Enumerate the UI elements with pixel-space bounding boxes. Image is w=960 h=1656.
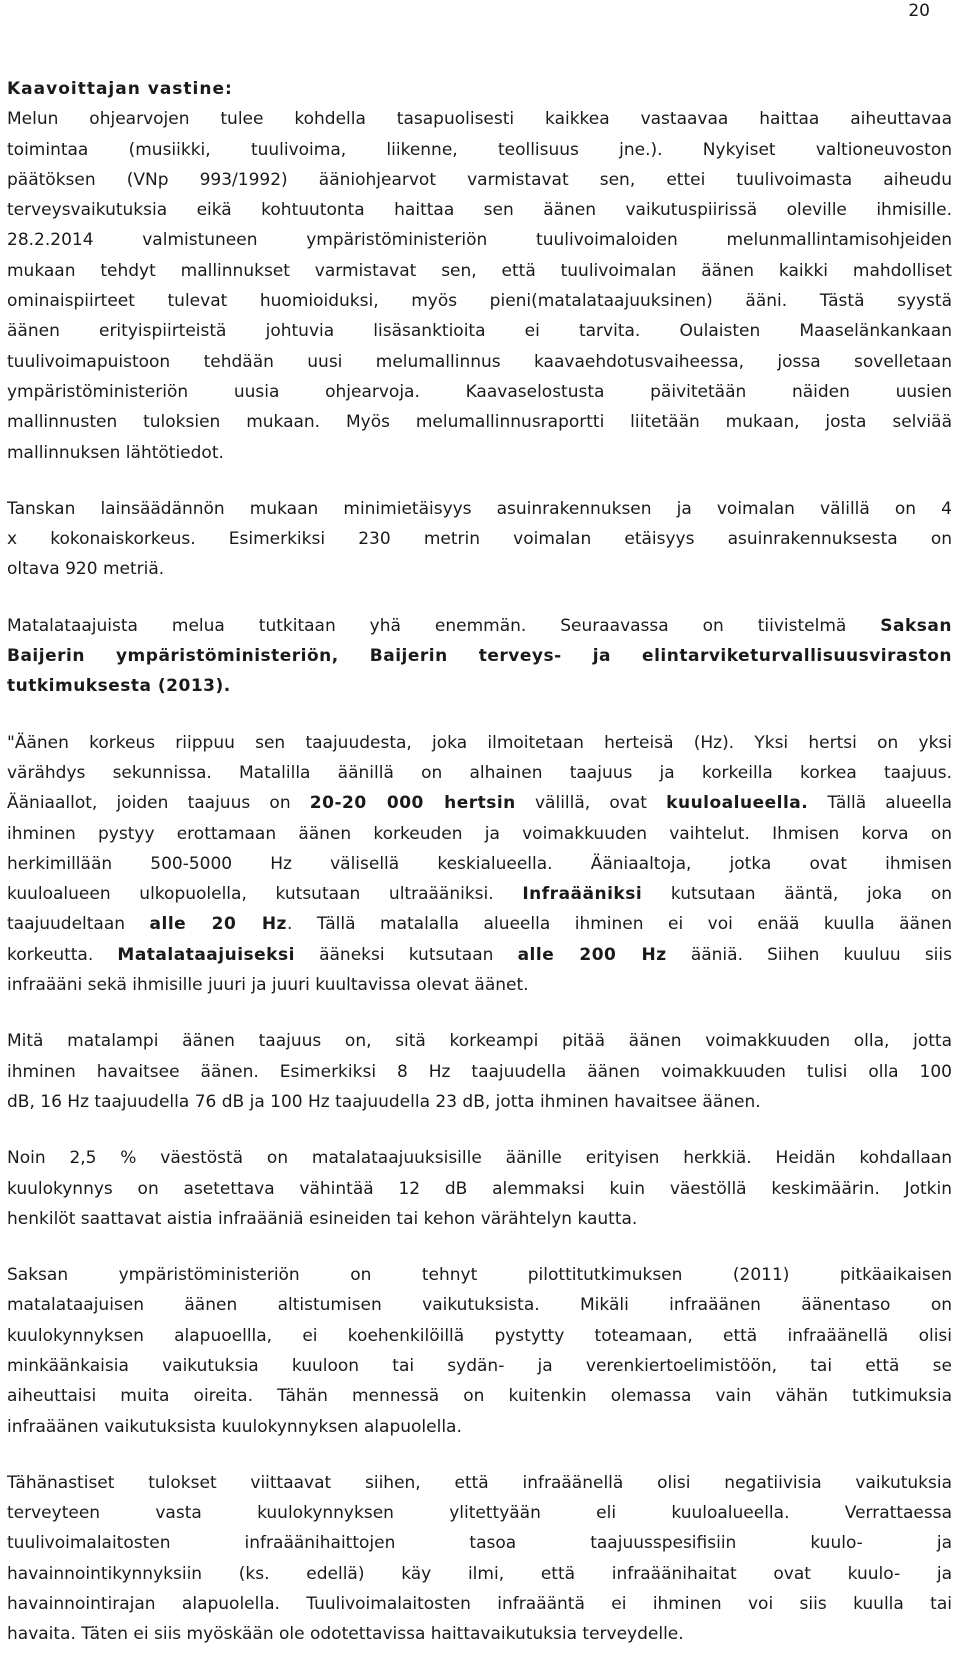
text-line: [7, 788, 952, 818]
paragraph-7: [7, 1260, 952, 1442]
bold-text: tutkimuksesta (2013).: [7, 676, 231, 697]
text-run: välillä, ovat: [515, 793, 667, 814]
text-line: "Äänen korkeus riippuu sen taajuudesta, joka ilmoitetaan herteisä (Hz). Yksi hertsi on yksi: [7, 732, 952, 753]
text-run: taajuudeltaan: [7, 914, 150, 935]
text-line: mallinnusten tuloksien mukaan. Myös melumallinnusraportti liitetään mukaan, josta selviää: [7, 412, 952, 433]
text-line: ihminen havaitsee äänen. Esimerkiksi 8 Hz taajuudella äänen voimakkuuden tulisi olla 100: [7, 1061, 952, 1082]
text-line: herkimillään 500-5000 Hz välisellä keskialueella. Ääniaaltoja, jotka ovat ihmisen: [7, 853, 952, 874]
text-line: äänen erityispiirteistä johtuvia lisäsanktioita ei tarvita. Oulaisten Maaselänkankaan: [7, 321, 952, 342]
text-line: aiheuttaisi muita oireita. Tähän mennessä on kuitenkin olemassa vain vähän tutkimuksia: [7, 1386, 952, 1407]
text-run: kutsutaan ääntä, joka on: [642, 884, 952, 905]
bold-text: 20-20 000 hertsin: [309, 793, 516, 814]
bold-text: Infraääniksi: [522, 884, 643, 905]
text-line: oltava 920 metriä.: [7, 559, 165, 580]
text-line: [7, 879, 952, 909]
text-line: minkäänkaisia vaikutuksia kuuloon tai sydän- ja verenkiertoelimistöön, tai että se: [7, 1355, 952, 1376]
text-line: kuulokynnyksen alapuoellla, ei koehenkilöillä pystytty toteamaan, että infraäänellä olisi: [7, 1325, 952, 1346]
text-line: 28.2.2014 valmistuneen ympäristöministeriön tuulivoimaloiden melunmallintamisohjeiden: [7, 230, 952, 251]
text-line: ympäristöministeriön uusia ohjearvoja. Kaavaselostusta päivitetään näiden uusien: [7, 381, 952, 402]
text-run: ääniä. Siihen kuuluu siis: [666, 944, 952, 965]
text-line: infraäänen vaikutuksista kuulokynnyksen alapuolella.: [7, 1416, 462, 1437]
text-line: Melun ohjearvojen tulee kohdella tasapuolisesti kaikkea vastaavaa haittaa aiheuttavaa: [7, 109, 952, 130]
text-line: ihminen pystyy erottamaan äänen korkeuden ja voimakkuuden vaihtelut. Ihmisen korva on: [7, 823, 952, 844]
text-line: terveyteen vasta kuulokynnyksen ylitettyään eli kuuloalueella. Verrattaessa: [7, 1503, 952, 1524]
text-line: [7, 641, 952, 671]
text-line: Tanskan lainsäädännön mukaan minimietäisyys asuinrakennuksen ja voimalan välillä on 4: [7, 498, 952, 519]
bold-text: Saksan: [880, 615, 952, 636]
text-run: Tällä alueella: [808, 793, 952, 814]
text-line: havainnointikynnyksiin (ks. edellä) käy ilmi, että infraäänihaitat ovat kuulo- ja: [7, 1563, 952, 1584]
text-line: [7, 909, 952, 939]
paragraph-1: [7, 104, 952, 468]
text-run: Matalataajuista melua tutkitaan yhä enemmän. Seuraavassa on tiivistelmä: [7, 615, 881, 636]
bold-text: alle 200 Hz: [517, 944, 667, 965]
text-line: päätöksen (VNp 993/1992) ääniohjearvot varmistavat sen, ettei tuulivoimasta aiheudu: [7, 169, 952, 190]
text-line: henkilöt saattavat aistia infraääniä esineiden tai kehon värähtelyn kautta.: [7, 1208, 638, 1229]
paragraph-2: [7, 494, 952, 585]
document-body: [7, 74, 952, 1650]
text-line: mukaan tehdyt mallinnukset varmistavat sen, että tuulivoimalan äänen kaikki mahdolliset: [7, 260, 952, 281]
text-line: havainnointirajan alapuolella. Tuulivoimalaitosten infraääntä ei ihminen voi siis kuulla tai: [7, 1594, 952, 1615]
paragraph-8: [7, 1468, 952, 1650]
bold-text: Baijerin ympäristöministeriön, Baijerin terveys- ja elintarviketurvallisuusviraston: [7, 646, 952, 667]
text-run: Ääniaallot, joiden taajuus on: [7, 793, 310, 814]
bold-text: alle 20 Hz: [149, 914, 287, 935]
section-heading: Kaavoittajan vastine:: [7, 79, 233, 99]
text-run: kuuloalueen ulkopuolella, kutsutaan ultraääniksi.: [7, 884, 523, 905]
text-line: tuulivoimalaitosten infraäänihaittojen tasoa taajuusspesifisiin kuulo- ja: [7, 1533, 952, 1554]
bold-text: kuuloalueella.: [666, 793, 809, 814]
paragraph-3: [7, 611, 952, 702]
text-line: värähdys sekunnissa. Matalilla äänillä on alhainen taajuus ja korkeilla korkea taajuus.: [7, 762, 952, 783]
bold-text: Matalataajuiseksi: [117, 944, 295, 965]
text-line: Noin 2,5 % väestöstä on matalataajuuksisille äänille erityisen herkkiä. Heidän kohdallaan: [7, 1148, 952, 1169]
text-line: mallinnuksen lähtötiedot.: [7, 442, 224, 463]
text-line: kuulokynnys on asetettava vähintää 12 dB alemmaksi kuin väestöllä keskimäärin. Jotkin: [7, 1178, 952, 1199]
text-run: ääneksi kutsutaan: [294, 944, 518, 965]
page-number: 20: [908, 1, 930, 21]
text-run: korkeutta.: [7, 944, 118, 965]
text-line: Mitä matalampi äänen taajuus on, sitä korkeampi pitää äänen voimakkuuden olla, jotta: [7, 1031, 952, 1052]
text-run: . Tällä matalalla alueella ihminen ei voi enää kuulla äänen: [286, 914, 952, 935]
text-line: dB, 16 Hz taajuudella 76 dB ja 100 Hz taajuudella 23 dB, jotta ihminen havaitsee äänen.: [7, 1091, 761, 1112]
paragraph-5: [7, 1026, 952, 1117]
text-line: [7, 671, 952, 701]
paragraph-4: [7, 728, 952, 1001]
text-line: terveysvaikutuksia eikä kohtuutonta haittaa sen äänen vaikutuspiirissä oleville ihmisille.: [7, 200, 952, 221]
text-line: x kokonaiskorkeus. Esimerkiksi 230 metrin voimalan etäisyys asuinrakennuksesta on: [7, 529, 952, 550]
text-line: Saksan ympäristöministeriön on tehnyt pilottitutkimuksen (2011) pitkäaikaisen: [7, 1265, 952, 1286]
text-line: tuulivoimapuistoon tehdään uusi melumallinnus kaavaehdotusvaiheessa, jossa sovelletaan: [7, 351, 952, 372]
text-line: ominaispiirteet tulevat huomioiduksi, myös pieni(matalataajuuksinen) ääni. Tästä syystä: [7, 291, 952, 312]
text-line: toimintaa (musiikki, tuulivoima, liikenne, teollisuus jne.). Nykyiset valtioneuvoston: [7, 139, 952, 160]
paragraph-6: [7, 1143, 952, 1234]
text-line: [7, 611, 952, 641]
text-line: [7, 940, 952, 970]
text-line: infraääni sekä ihmisille juuri ja juuri kuultavissa olevat äänet.: [7, 975, 529, 996]
text-line: Tähänastiset tulokset viittaavat siihen, että infraäänellä olisi negatiivisia vaikutuksia: [7, 1472, 952, 1493]
text-line: havaita. Täten ei siis myöskään ole odotettavissa haittavaikutuksia terveydelle.: [7, 1624, 684, 1645]
text-line: matalataajuisen äänen altistumisen vaikutuksista. Mikäli infraäänen äänentaso on: [7, 1295, 952, 1316]
